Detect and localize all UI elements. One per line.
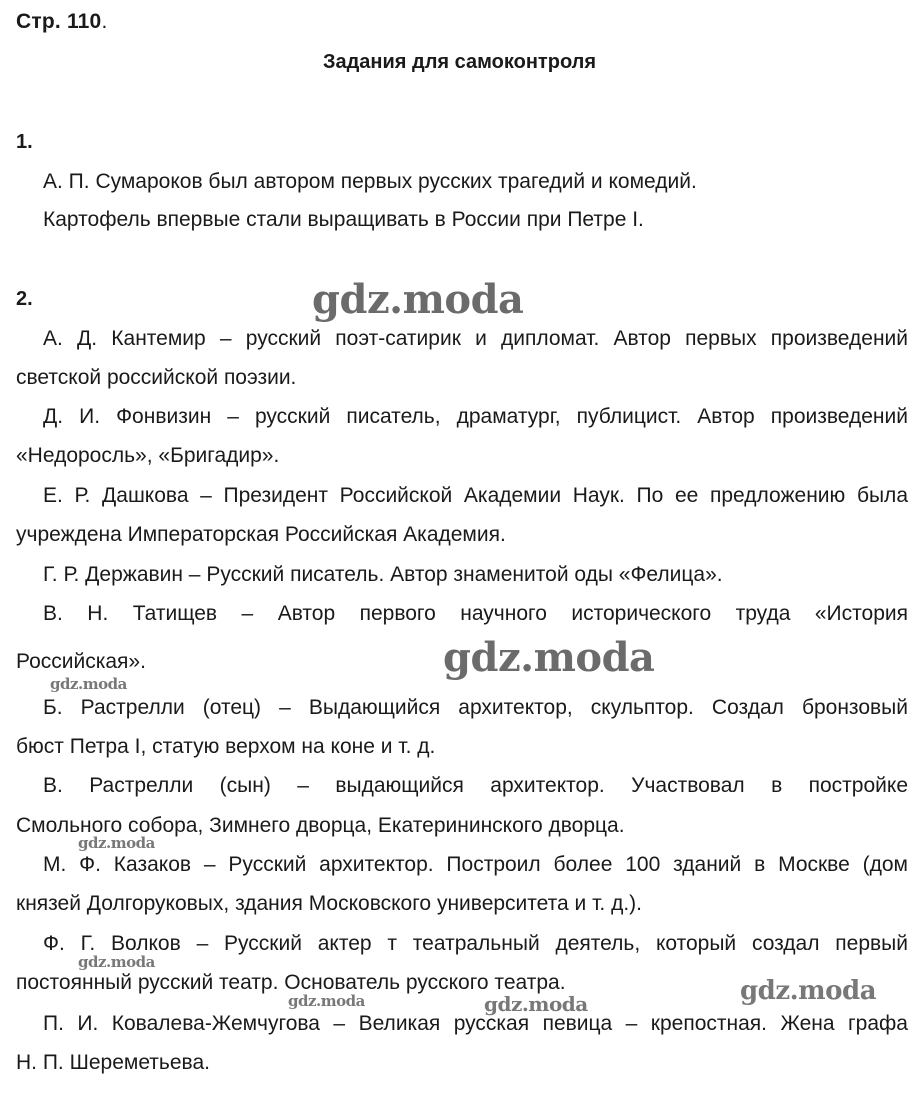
task2-fonvizin-line-2: «Недоросль», «Бригадир». bbox=[16, 444, 280, 467]
watermark-medium-1: gdz.moda bbox=[484, 992, 588, 1016]
watermark-large-1: gdz.moda bbox=[312, 276, 524, 323]
watermark-large-2: gdz.moda bbox=[443, 634, 655, 681]
task2-rastrelli-son-line-1: В. Растрелли (сын) – выдающийся архитектор. Участвовал в постройке bbox=[43, 774, 908, 797]
page-number-dot: . bbox=[101, 10, 108, 33]
task2-rastrelli-father-line-2: бюст Петра I, статую верхом на коне и т. д. bbox=[16, 735, 436, 758]
task1-line-2: Картофель впервые стали выращивать в России при Петре I. bbox=[43, 208, 644, 231]
task2-volkov-line-1: Ф. Г. Волков – Русский актер т театральный деятель, который создал первый bbox=[43, 932, 908, 955]
task2-kazakov-line-2: князей Долгоруковых, здания Московского университета и т. д.). bbox=[16, 892, 642, 915]
watermark-small-2: gdz.moda bbox=[78, 834, 155, 852]
watermark-small-3: gdz.moda bbox=[78, 953, 155, 971]
task-number-2: 2. bbox=[16, 288, 33, 310]
task2-kazakov-line-1: М. Ф. Казаков – Русский архитектор. Построил более 100 зданий в Москве (дом bbox=[43, 853, 908, 876]
task-number-1: 1. bbox=[16, 131, 33, 153]
watermark-small-4: gdz.moda bbox=[288, 992, 365, 1010]
task2-fonvizin-line-1: Д. И. Фонвизин – русский писатель, драматург, публицист. Автор произведений bbox=[43, 405, 908, 428]
task2-tatishchev-line-1: В. Н. Татищев – Автор первого научного исторического труда «История bbox=[43, 602, 908, 625]
section-title: Задания для самоконтроля bbox=[322, 51, 597, 73]
task2-dashkova-line-1: Е. Р. Дашкова – Президент Российской Академии Наук. По ее предложению была bbox=[43, 484, 908, 507]
task2-kovaleva-line-1: П. И. Ковалева-Жемчугова – Великая русская певица – крепостная. Жена графа bbox=[43, 1012, 908, 1035]
watermark-medium-2: gdz.moda bbox=[740, 976, 877, 1006]
task2-kantemir-line-1: А. Д. Кантемир – русский поэт-сатирик и дипломат. Автор первых произведений bbox=[43, 327, 908, 350]
task2-tatishchev-line-2: Российская». bbox=[16, 650, 146, 673]
task1-line-1: А. П. Сумароков был автором первых русских трагедий и комедий. bbox=[43, 170, 697, 193]
task2-dashkova-line-2: учреждена Императорская Российская Академия. bbox=[16, 523, 506, 546]
watermark-small-1: gdz.moda bbox=[50, 675, 127, 693]
page-number-text: Стр. 110 bbox=[16, 10, 102, 33]
page-number bbox=[16, 10, 107, 34]
task2-volkov-line-2: постоянный русский театр. Основатель русского театра. bbox=[16, 971, 566, 994]
task2-kantemir-line-2: светской российской поэзии. bbox=[16, 366, 297, 389]
task2-rastrelli-son-line-2: Смольного собора, Зимнего дворца, Екатерининского дворца. bbox=[16, 814, 625, 837]
task2-derzhavin-line: Г. Р. Державин – Русский писатель. Автор знаменитой оды «Фелица». bbox=[43, 563, 723, 586]
task2-kovaleva-line-2: Н. П. Шереметьева. bbox=[16, 1051, 210, 1074]
task2-rastrelli-father-line-1: Б. Растрелли (отец) – Выдающийся архитектор, скульптор. Создал бронзовый bbox=[43, 696, 908, 719]
